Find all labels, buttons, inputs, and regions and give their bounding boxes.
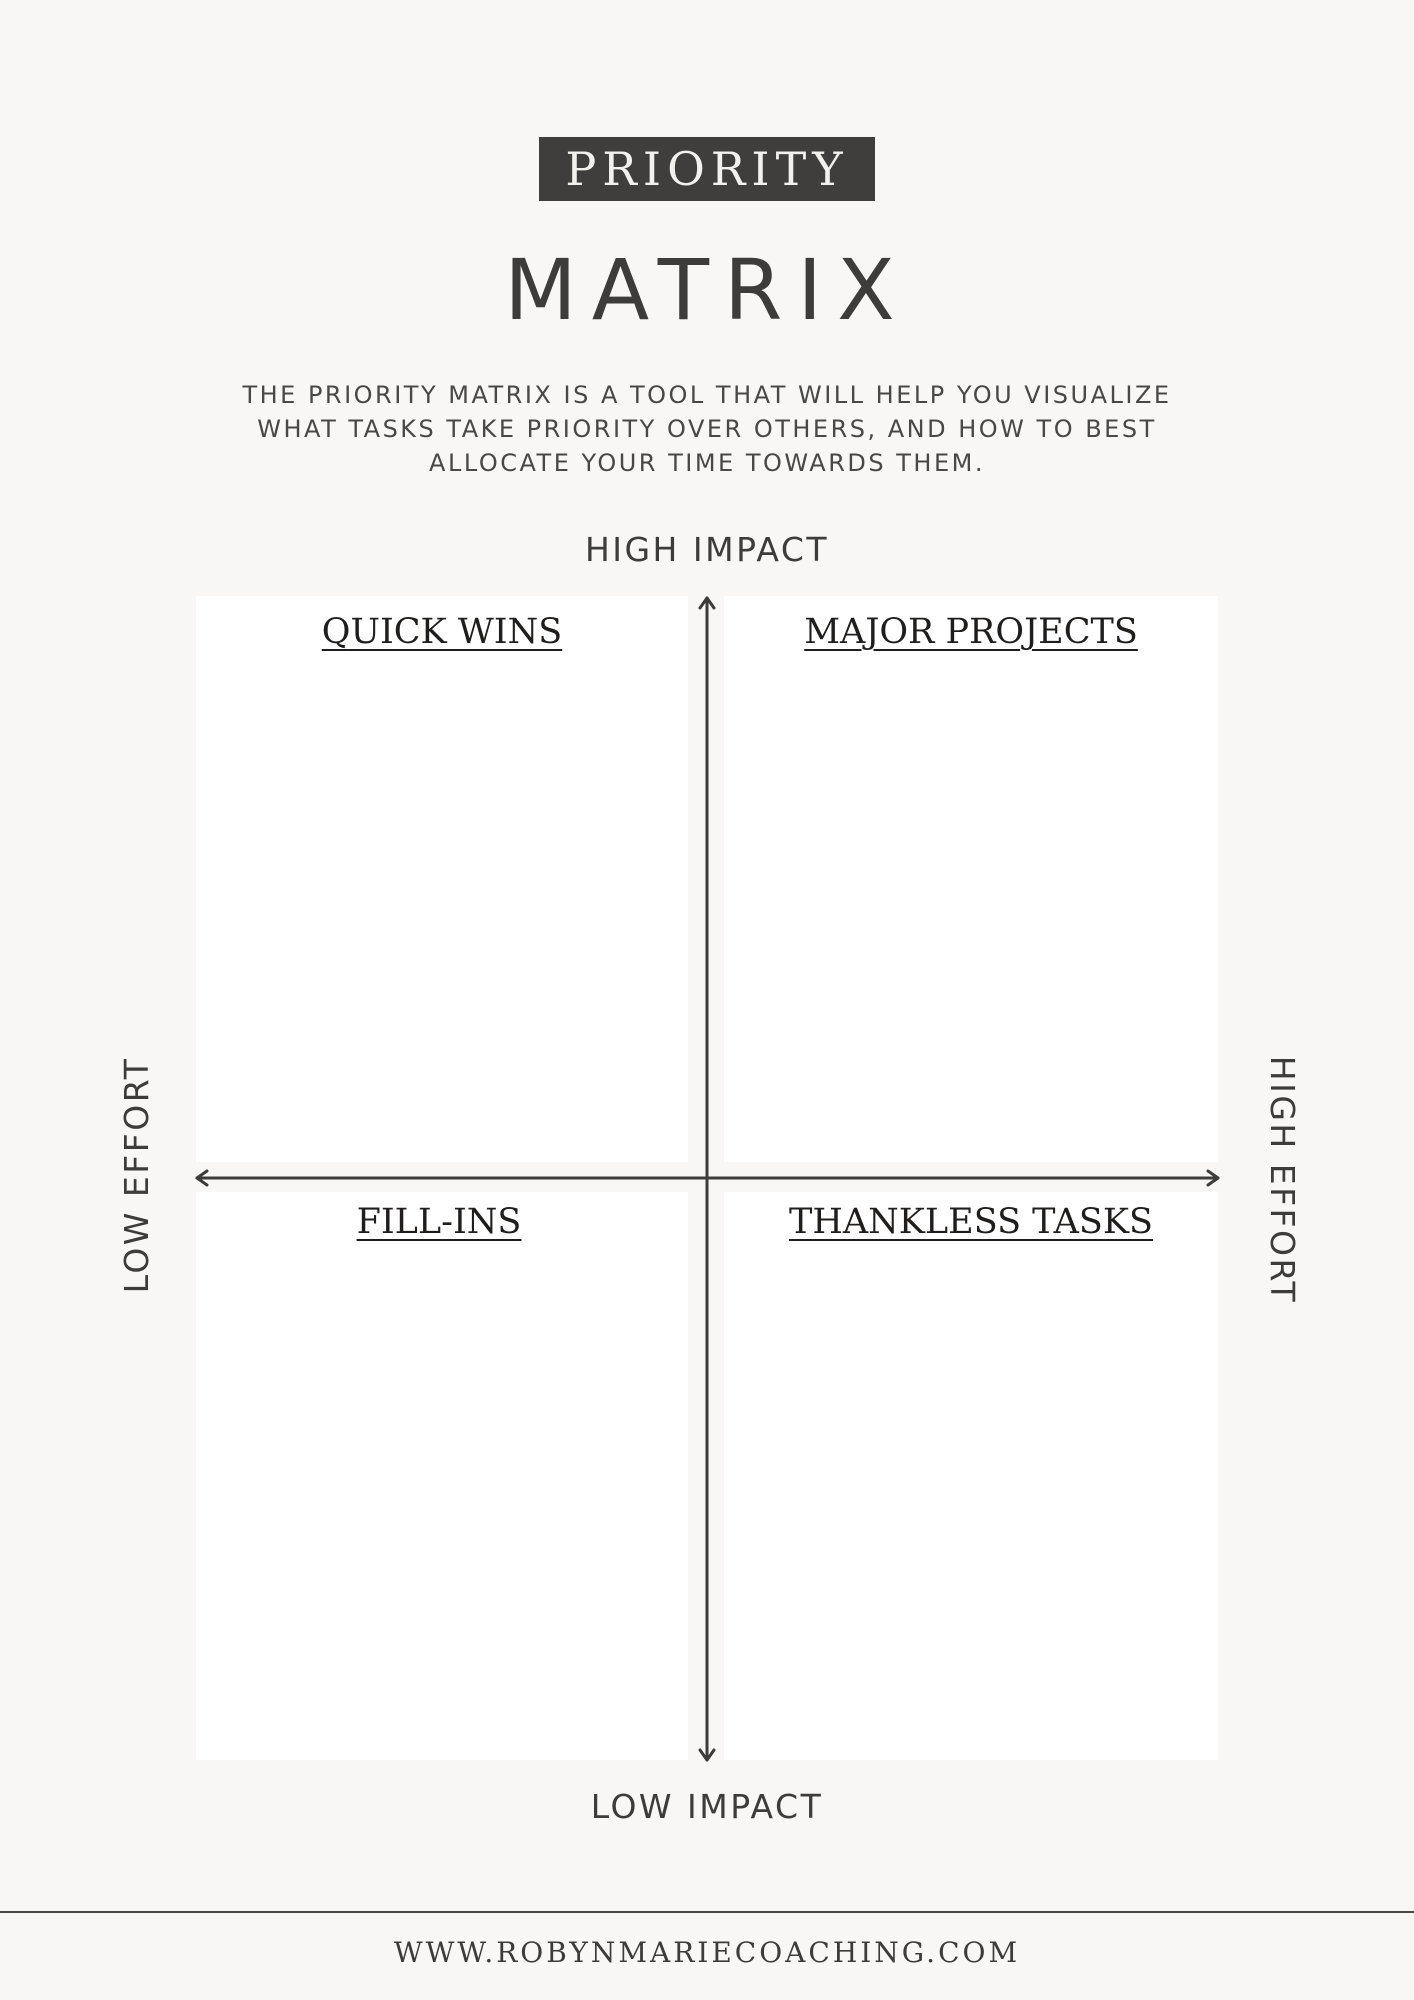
intro-line-2: WHAT TASKS TAKE PRIORITY OVER OTHERS, AND HOW TO BEST [257,415,1157,443]
quadrant-quick-wins[interactable] [196,596,688,1162]
footer-divider [0,1911,1414,1913]
axis-label-low-effort: LOW EFFORT [117,1056,156,1294]
axis-label-low-impact: LOW IMPACT [590,1787,824,1826]
quadrant-title-quick-wins: QUICK WINS [321,612,563,652]
intro-text [180,378,1234,480]
footer-website-link[interactable]: WWW.ROBYNMARIECOACHING.COM [393,1936,1021,1969]
quadrant-title-fill-ins: FILL-INS [356,1202,522,1242]
quadrant-fill-ins[interactable] [196,1192,688,1760]
quadrant-thankless-tasks[interactable] [724,1192,1218,1760]
page-title: MATRIX [504,241,910,339]
axis-label-high-effort: HIGH EFFORT [1263,1055,1302,1305]
arrow-right-icon [1208,1171,1218,1185]
quadrant-major-projects[interactable] [724,596,1218,1162]
intro-line-3: ALLOCATE YOUR TIME TOWARDS THEM. [429,449,985,477]
arrow-up-icon [700,598,714,608]
arrow-down-icon [700,1750,714,1760]
arrow-left-icon [197,1171,207,1185]
quadrant-title-major-projects: MAJOR PROJECTS [804,612,1138,652]
priority-badge: PRIORITY [539,137,875,201]
quadrant-title-thankless-tasks: THANKLESS TASKS [789,1202,1153,1242]
axis-label-high-impact: HIGH IMPACT [584,530,830,569]
intro-line-1: THE PRIORITY MATRIX IS A TOOL THAT WILL HELP YOU VISUALIZE [242,381,1172,409]
